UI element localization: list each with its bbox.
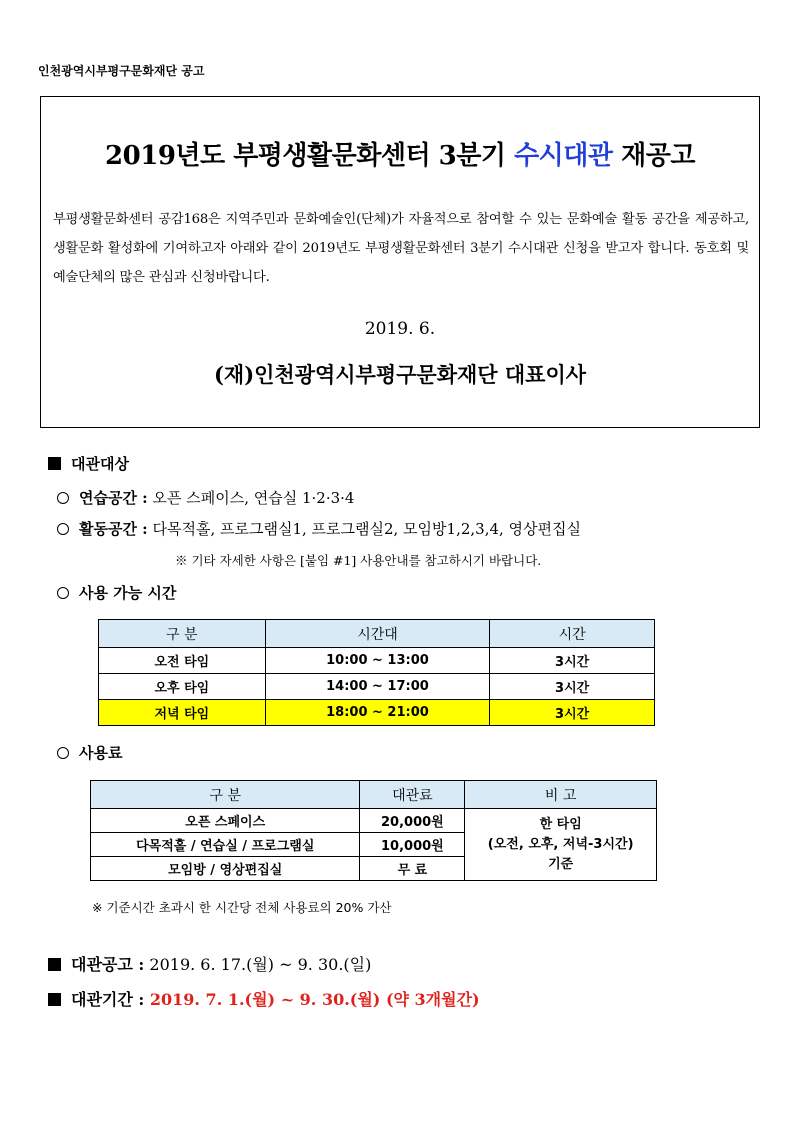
- fees-header-fee: 대관료: [360, 781, 465, 809]
- rental-period-line: [48, 987, 480, 1010]
- table-row: 다목적홀 / 연습실 / 프로그램실 10,000원: [91, 833, 657, 857]
- notice-date: 2019. 6.: [364, 319, 436, 339]
- hours-table: [98, 619, 655, 726]
- square-bullet-icon: [48, 457, 61, 470]
- activity-space-label: 활동공간 :: [79, 520, 148, 538]
- practice-space-value: 오픈 스페이스, 연습실 1·2·3·4: [147, 489, 355, 507]
- hours-heading: 사용 가능 시간: [57, 582, 176, 603]
- circle-bullet-icon: [57, 587, 69, 599]
- fees-note: ※ 기준시간 초과시 한 시간당 전체 사용료의 20% 가산: [92, 900, 392, 915]
- table-row-highlighted: 저녁 타임 18:00 ~ 21:00 3시간: [99, 700, 655, 726]
- circle-bullet-icon: [57, 747, 69, 759]
- hours-header-duration: 시간: [490, 620, 655, 648]
- practice-space-label: 연습공간 :: [79, 489, 148, 507]
- hours-header-category: 구 분: [99, 620, 266, 648]
- title-part2: 재공고: [612, 141, 695, 171]
- notice-signer: (재)인천광역시부평구문화재단 대표이사: [213, 362, 587, 387]
- rental-notice-value: 2019. 6. 17.(월) ~ 9. 30.(일): [144, 955, 372, 974]
- circle-bullet-icon: [57, 492, 69, 504]
- notice-box: [40, 96, 760, 428]
- activity-space-value: 다목적홀, 프로그램실1, 프로그램실2, 모임방1,2,3,4, 영상편집실: [147, 520, 581, 538]
- rental-period-label: 대관기간 :: [71, 990, 145, 1009]
- table-row: 모임방 / 영상편집실 무 료: [91, 857, 657, 881]
- rental-notice-label: 대관공고 :: [71, 955, 145, 974]
- target-note: ※ 기타 자세한 사항은 [붙임 #1] 사용안내를 참고하시기 바랍니다.: [175, 553, 542, 568]
- rental-period-value: 2019. 7. 1.(월) ~ 9. 30.(월) (약 3개월간): [144, 990, 480, 1009]
- fees-header-remark: 비 고: [465, 781, 657, 809]
- circle-bullet-icon: [57, 523, 69, 535]
- table-row: 오후 타임 14:00 ~ 17:00 3시간: [99, 674, 655, 700]
- rental-notice-line: [48, 952, 371, 975]
- square-bullet-icon: [48, 958, 61, 971]
- fees-table: [90, 780, 657, 881]
- activity-space-line: [57, 518, 581, 539]
- notice-title: [41, 135, 759, 172]
- notice-body: 부평생활문화센터 공감168은 지역주민과 문화예술인(단체)가 자율적으로 참여할 수 있는 문화예술 활동 공간을 제공하고, 생활문화 활성화에 기여하고자 아래와 같이 2019년도 부평생활문화센터 3분기 수시대관 신청을 받고자 합니다. 동호회 및 예술단체의 많은 관심과 신청바랍니다.: [53, 212, 749, 285]
- title-part1: 2019년도 부평생활문화센터 3분기: [105, 141, 515, 171]
- hours-header-timeslot: 시간대: [265, 620, 490, 648]
- practice-space-line: [57, 487, 354, 508]
- square-bullet-icon: [48, 993, 61, 1006]
- fees-header-category: 구 분: [91, 781, 360, 809]
- table-row: 오픈 스페이스 20,000원 한 타임 (오전, 오후, 저녁-3시간) 기준: [91, 809, 657, 833]
- fees-remark-cell: 한 타임 (오전, 오후, 저녁-3시간) 기준: [465, 809, 657, 881]
- target-heading: 대관대상: [48, 453, 129, 474]
- fees-heading: 사용료: [57, 742, 122, 763]
- table-row: 오전 타임 10:00 ~ 13:00 3시간: [99, 648, 655, 674]
- issuer-header: 인천광역시부평구문화재단 공고: [38, 64, 205, 78]
- title-highlight: 수시대관: [514, 141, 613, 171]
